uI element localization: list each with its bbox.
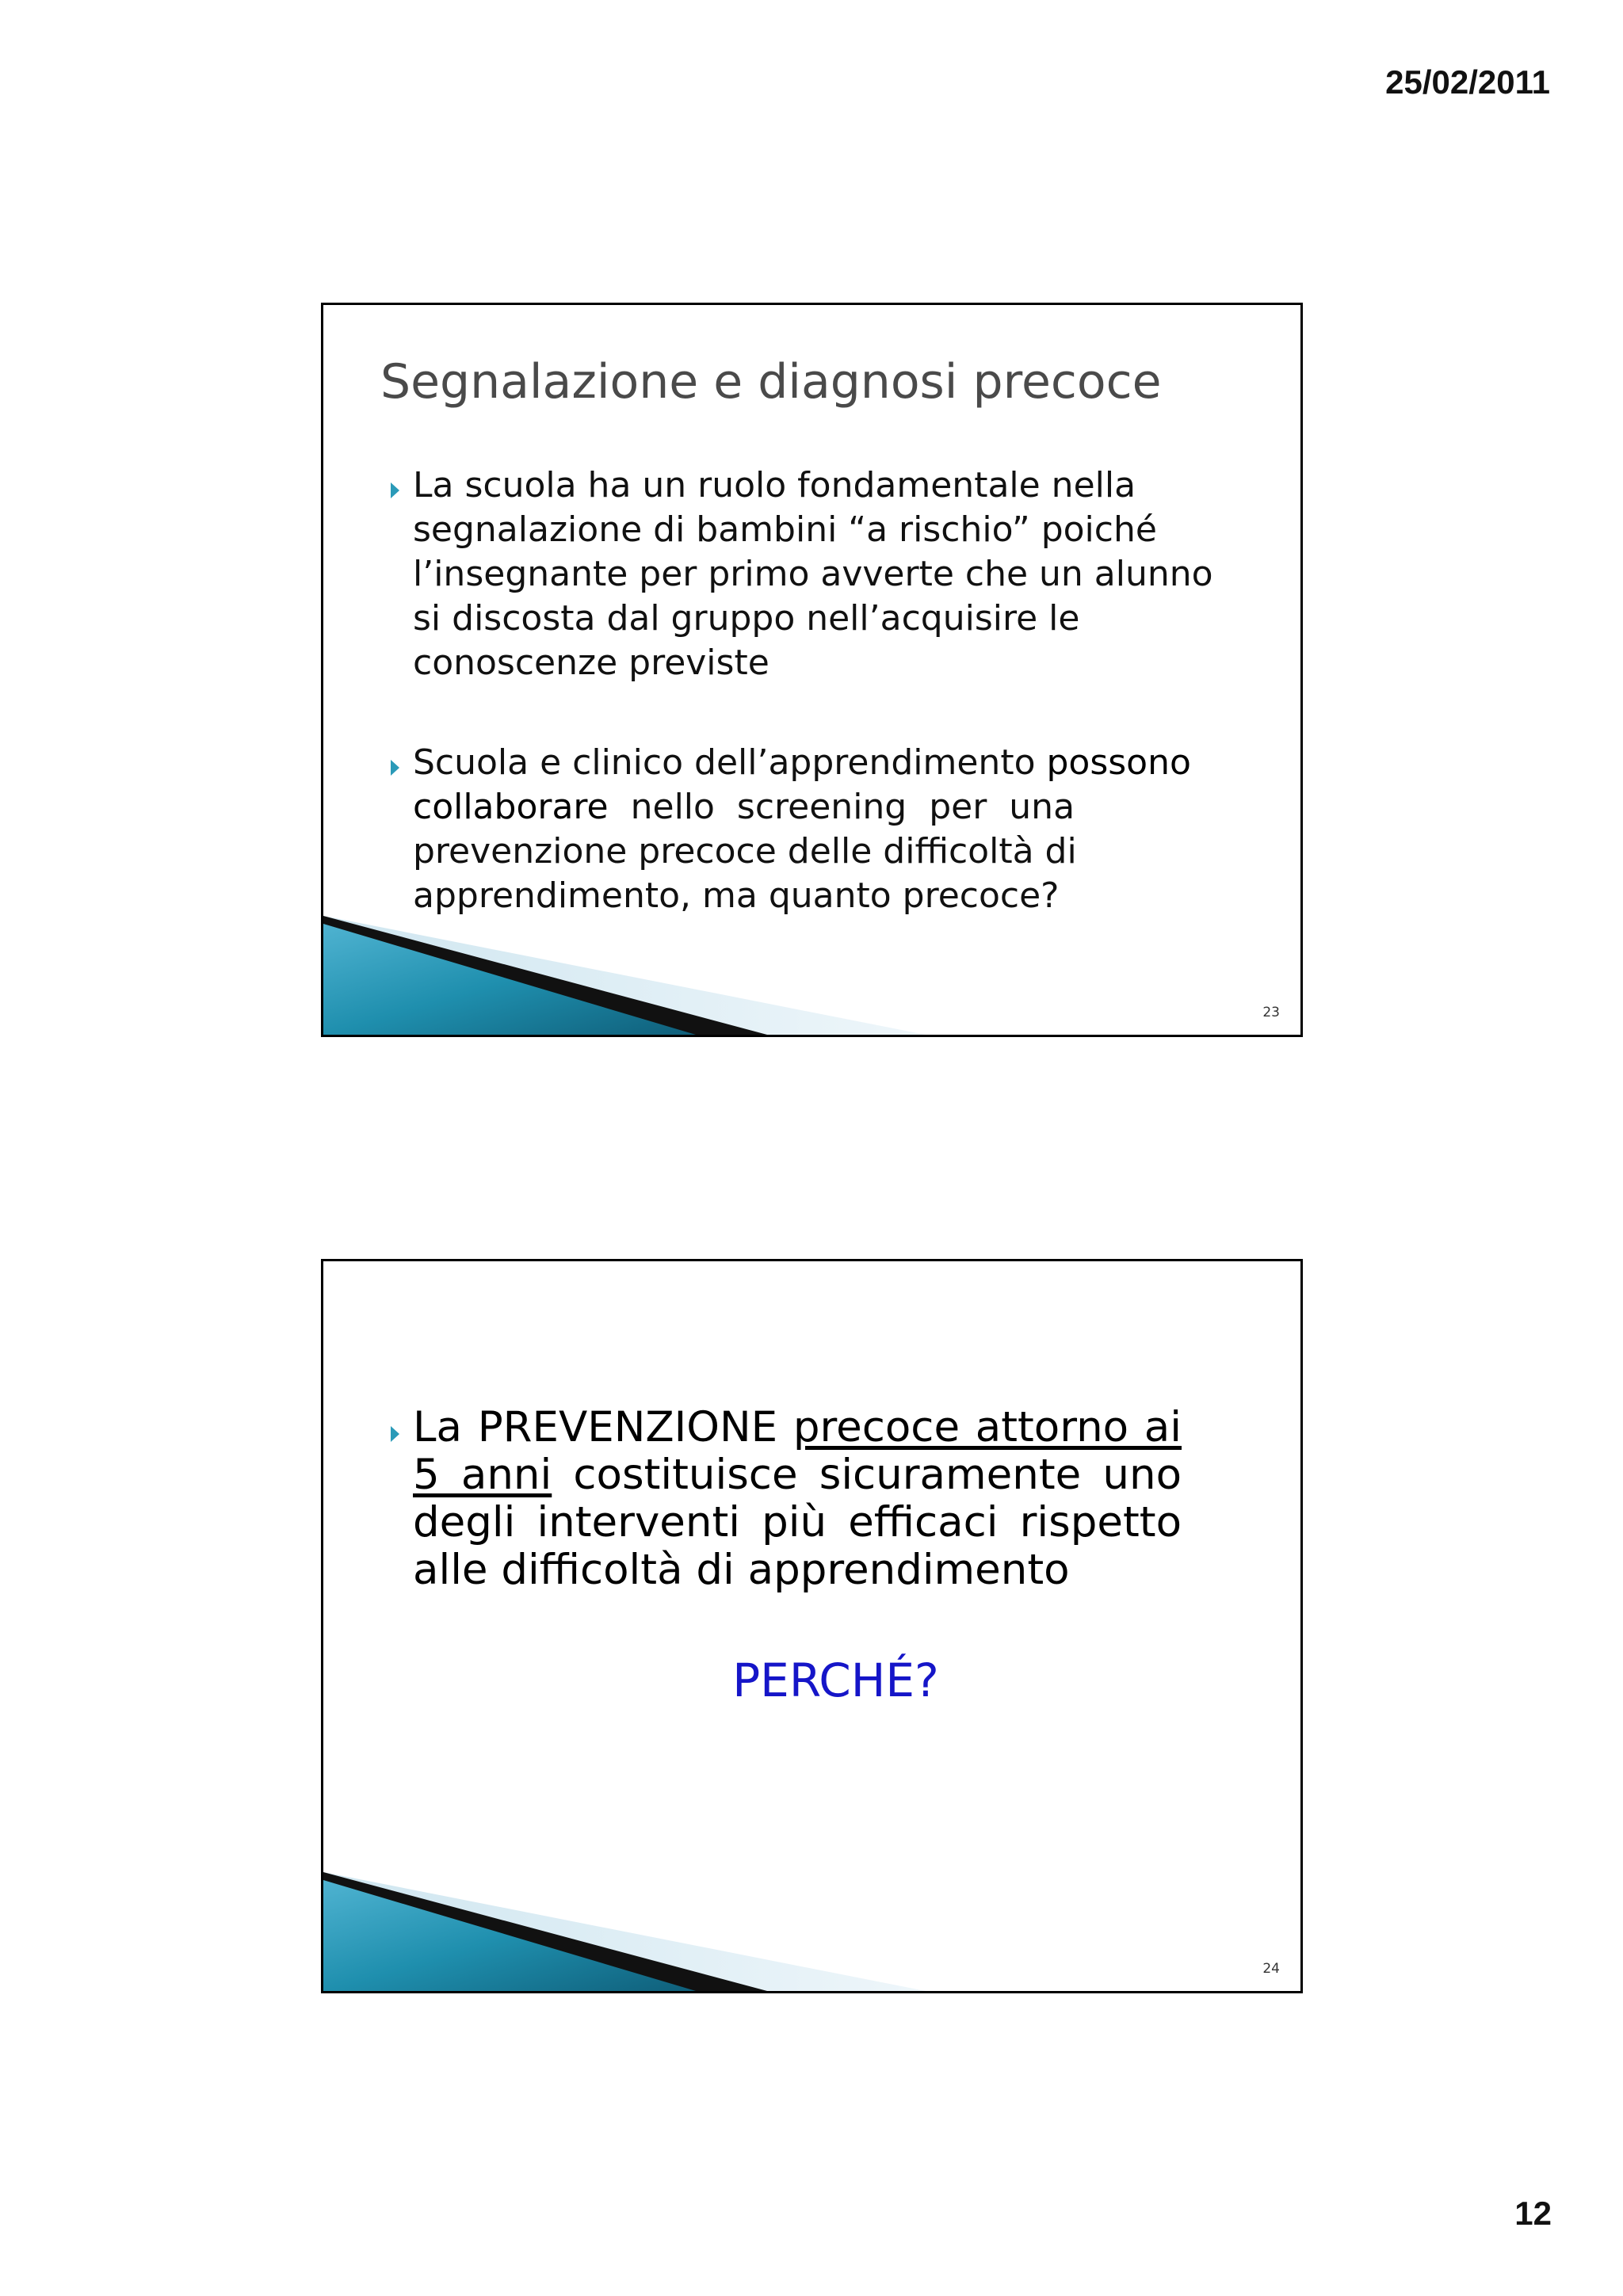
slide-23: [321, 303, 1303, 1037]
text-span: Scuola e clinico dell’apprendimento: [413, 742, 1047, 783]
text-span: nello screening per una: [608, 787, 1075, 827]
bullet-line: segnalazione di bambini “a rischio” poiché: [413, 509, 1157, 550]
statement-text: [413, 1404, 1182, 1594]
underlined-text: precoce attorno ai 5 anni: [413, 1403, 1182, 1499]
emphasis-text: collaborare: [413, 787, 609, 827]
bullet-text: [413, 463, 1253, 685]
bullet-arrow-icon: [391, 1426, 399, 1442]
bullet-item: [391, 463, 1253, 685]
page-number: 12: [1514, 2195, 1552, 2232]
slide-decoration: [323, 916, 926, 1035]
slide-number: 23: [1262, 1005, 1280, 1020]
bullet-line: si discosta dal gruppo nell’acquisire le: [413, 598, 1080, 639]
bullet-arrow-icon: [391, 482, 399, 498]
bullet-line: l’insegnante per primo avverte che un alunno: [413, 554, 1213, 594]
question-text: PERCHÉ?: [732, 1653, 939, 1707]
slide-title: Segnalazione e diagnosi precoce: [380, 354, 1162, 410]
slide-decoration: [323, 1872, 926, 1991]
bullet-line: [413, 741, 1253, 785]
bullet-arrow-icon: [391, 760, 399, 776]
bullet-item: [391, 741, 1253, 918]
bullet-line: prevenzione precoce delle difficoltà di: [413, 831, 1077, 871]
bullet-line: apprendimento, ma quanto precoce?: [413, 875, 1060, 916]
bullet-item: [391, 1404, 1182, 1594]
text-span: La PREVENZIONE: [413, 1403, 793, 1451]
slide-number: 24: [1262, 1961, 1280, 1977]
text-span: costituisce sicuramente uno degli interventi più efficaci rispetto alle difficoltà di apprendimento: [413, 1451, 1182, 1594]
slide-24: [321, 1259, 1303, 1993]
emphasis-text: possono: [1046, 742, 1191, 783]
bullet-line: La scuola ha un ruolo fondamentale nella: [413, 465, 1136, 505]
page-date: 25/02/2011: [1385, 63, 1550, 101]
bullet-text: [413, 741, 1253, 918]
bullet-line: conoscenze previste: [413, 643, 769, 683]
bullet-line: [413, 785, 1253, 830]
